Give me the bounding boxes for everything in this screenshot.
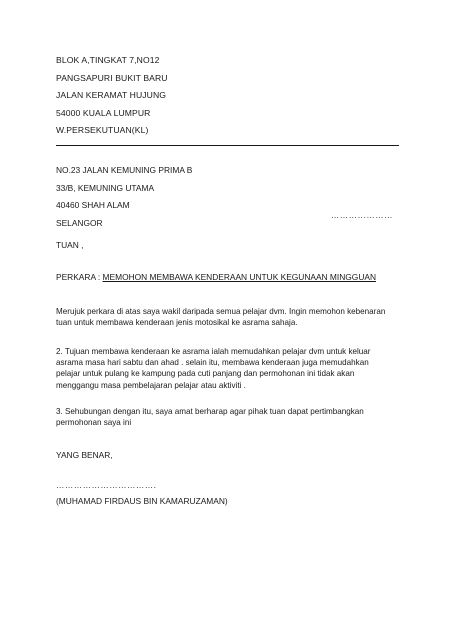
paragraph-line: 2. Tujuan membawa kenderaan ke asrama ialah memudahkan pelajar dvm untuk keluar: [56, 347, 371, 356]
signature-name: (MUHAMAD FIRDAUS BIN KAMARUZAMAN): [56, 496, 228, 506]
paragraph-line: pelajar untuk pulang ke kampung pada cuti panjang dan permohonan ini tidak akan: [56, 369, 355, 379]
sender-address-line: W.PERSEKUTUAN(KL): [56, 125, 149, 136]
sender-address-line: BLOK A,TINGKAT 7,NO12: [56, 55, 160, 65]
paragraph-line: tuan untuk membawa kenderaan jenis motosikal ke asrama sahaja.: [56, 318, 298, 328]
date-placeholder: …………………: [330, 210, 393, 220]
signature-line: …………………………….: [56, 480, 157, 490]
recipient-address-line: 40460 SHAH ALAM: [56, 200, 130, 211]
paragraph-1: [56, 306, 401, 328]
recipient-address: [56, 162, 192, 232]
sender-address-line: PANGSAPURI BUKIT BARU: [56, 72, 168, 83]
paragraph-line: asrama masa hari sabtu dan ahad . selain itu, membawa kenderaan juga memudahkan: [56, 358, 369, 368]
paragraph-line: Merujuk perkara di atas saya wakil daripada semua pelajar dvm. Ingin memohon kebenaran: [56, 307, 386, 316]
sender-address-line: JALAN KERAMAT HUJUNG: [56, 90, 167, 101]
recipient-address-line: SELANGOR: [56, 217, 103, 228]
subject-line: [56, 272, 376, 282]
sender-address: [56, 52, 168, 140]
paragraph-line: menggangu masa pembelajaran pelajar atau aktiviti .: [56, 380, 246, 390]
divider-line: [56, 145, 399, 146]
paragraph-line: permohonan saya ini: [56, 418, 132, 428]
paragraph-3: [56, 406, 401, 428]
recipient-address-line: 33/B, KEMUNING UTAMA: [56, 182, 155, 193]
paragraph-2: [56, 346, 401, 391]
sender-address-line: 54000 KUALA LUMPUR: [56, 107, 151, 118]
subject-prefix: PERKARA :: [56, 272, 103, 282]
salutation: TUAN ,: [56, 240, 84, 250]
subject-text: MEMOHON MEMBAWA KENDERAAN UNTUK KEGUNAAN MINGGUAN: [102, 272, 376, 282]
closing: YANG BENAR,: [56, 450, 113, 460]
recipient-address-line: NO.23 JALAN KEMUNING PRIMA B: [56, 165, 193, 175]
paragraph-line: 3. Sehubungan dengan itu, saya amat berharap agar pihak tuan dapat pertimbangkan: [56, 407, 364, 416]
